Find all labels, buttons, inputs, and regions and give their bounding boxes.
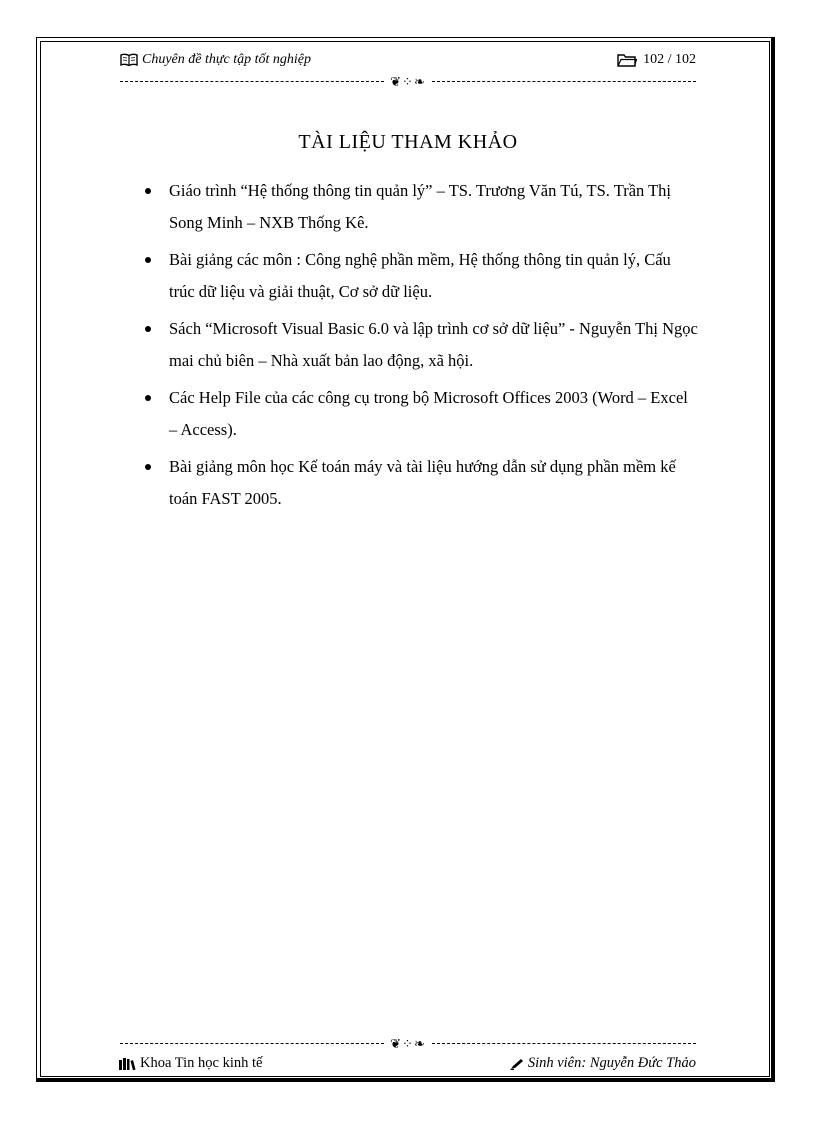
header-right — [617, 52, 696, 68]
reference-item: Các Help File của các công cụ trong bộ Microsoft Offices 2003 (Word – Excel – Access). — [140, 382, 700, 446]
reference-item: Bài giảng các môn : Công nghệ phần mềm, Hệ thống thông tin quản lý, Cấu trúc dữ liệu và giải thuật, Cơ sở dữ liệu. — [140, 244, 700, 308]
pen-icon — [510, 1058, 524, 1070]
books-icon — [118, 1057, 136, 1071]
page-title: TÀI LIỆU THAM KHẢO — [298, 131, 518, 154]
header-divider — [120, 73, 696, 89]
course-title: Chuyên đề thực tập tốt nghiệp — [142, 52, 311, 67]
page-number: 102 / 102 — [643, 52, 696, 67]
folder-icon — [617, 53, 637, 67]
reference-list — [140, 175, 700, 520]
reference-item: Bài giảng môn học Kế toán máy và tài liệu hướng dẫn sử dụng phần mềm kế toán FAST 2005. — [140, 451, 700, 515]
ornament: ❦⁘❧ — [390, 73, 426, 89]
reference-item: Giáo trình “Hệ thống thông tin quản lý” – TS. Trương Văn Tú, TS. Trần Thị Song Minh – NXB Thống Kê. — [140, 175, 700, 239]
reference-item: Sách “Microsoft Visual Basic 6.0 và lập trình cơ sở dữ liệu” - Nguyễn Thị Ngọc mai chủ biên – Nhà xuất bản lao động, xã hội. — [140, 313, 700, 377]
open-book-icon — [120, 53, 138, 67]
header-left — [120, 52, 311, 68]
footer-divider — [120, 1035, 696, 1051]
footer-right — [510, 1055, 696, 1072]
footer-left — [118, 1055, 262, 1072]
faculty-name: Khoa Tin học kinh tế — [140, 1055, 263, 1071]
student-name: Sinh viên: Nguyễn Đức Thảo — [527, 1055, 696, 1071]
ornament: ❦⁘❧ — [390, 1035, 426, 1051]
